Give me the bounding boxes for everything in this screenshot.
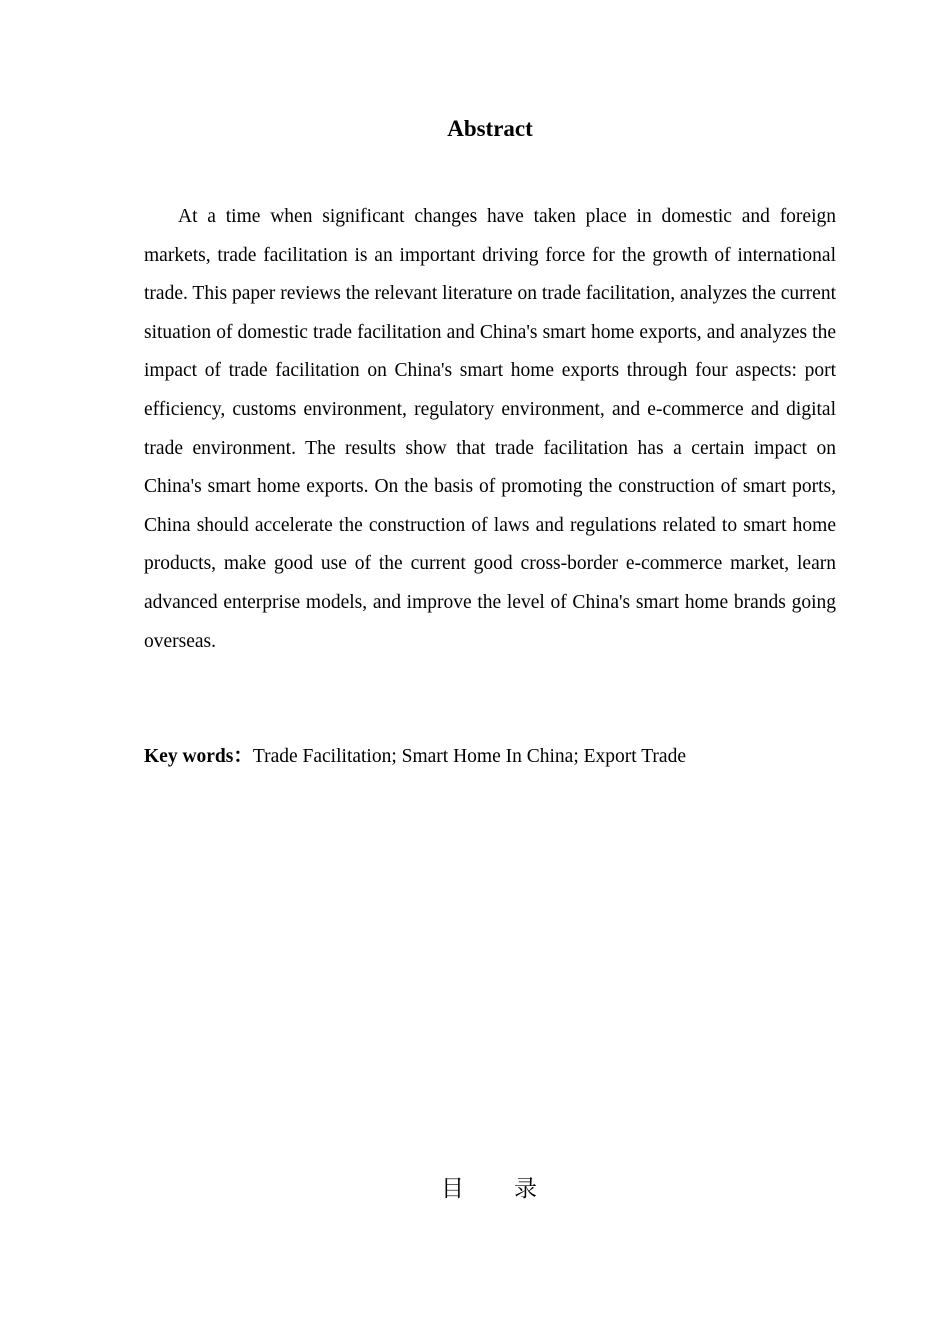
abstract-body: At a time when significant changes have taken place in domestic and foreign markets, trade facilitation is an important driving force for the growth of international trade. This paper reviews the relevant literature on trade facilitation, analyzes the current situation of domestic trade facilitation and China's smart home exports, and analyzes the impact of trade facilitation on China's smart home exports through four aspects: port efficiency, customs environment, regulatory environment, and e-commerce and digital trade environment. The results show that trade facilitation has a certain impact on China's smart home exports. On the basis of promoting the construction of smart ports, China should accelerate the construction of laws and regulations related to smart home products, make good use of the current good cross-border e-commerce market, learn advanced enterprise models, and improve the level of China's smart home brands going overseas.: [144, 206, 836, 652]
toc-title-char-2: 录: [514, 1176, 537, 1202]
keywords-line: [144, 740, 844, 768]
table-of-contents-title: [441, 1170, 537, 1203]
toc-title-char-1: 目: [441, 1176, 464, 1202]
keywords-text: Trade Facilitation; Smart Home In China; Export Trade: [252, 746, 686, 767]
keywords-label: Key words：: [144, 746, 253, 767]
abstract-title: Abstract: [447, 116, 533, 141]
